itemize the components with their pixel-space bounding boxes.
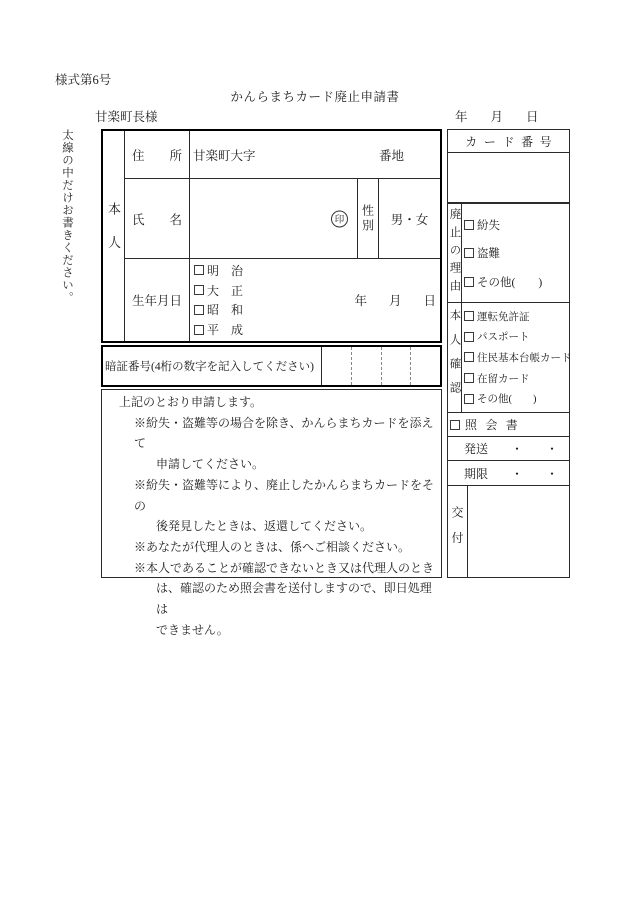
note-line: 申請してください。: [156, 457, 265, 472]
date-month-label: 月: [490, 110, 504, 124]
name-field: [190, 179, 357, 258]
reason-option-stolen: [464, 245, 569, 261]
issuance-box: [447, 485, 570, 578]
note-line: ※紛失・盗難等により、廃止したかんらまちカードをその: [134, 477, 435, 513]
applicant-group-label: 本人: [106, 202, 121, 270]
cancellation-reason-box: [447, 203, 570, 303]
birth-label-cell: [125, 259, 190, 341]
era-label: 大 正: [207, 283, 244, 298]
note-line: は、確認のため照会書を送付しますので、即日処理は: [156, 581, 432, 617]
birth-date-labels: [354, 291, 436, 309]
birth-month-label: 月: [388, 294, 402, 308]
identity-option-other: [464, 391, 572, 406]
side-instruction: 太線の中だけお書きください。: [61, 129, 73, 304]
reason-option-label: 紛失: [477, 219, 500, 232]
note-line: 後発見したときは、返還してください。: [156, 519, 373, 534]
reason-option-label: 盗難: [477, 248, 500, 260]
identity-option-label: その他( ): [477, 394, 537, 406]
card-number-label: カード番号: [448, 130, 569, 153]
name-label: 氏名: [132, 212, 182, 227]
address-field: [190, 131, 440, 178]
dispatch-row: [447, 436, 570, 461]
pin-digit-cell-3: [381, 347, 411, 385]
dispatch-label: 発送: [464, 442, 489, 456]
address-row: [125, 131, 440, 179]
identity-option-license: [464, 309, 572, 324]
era-label: 昭 和: [207, 303, 244, 318]
date-day-label: 日: [526, 110, 539, 124]
applicant-table: [101, 129, 442, 343]
address-prefix: 甘楽町大字: [193, 148, 256, 163]
checkbox-icon: [464, 352, 474, 362]
era-item-heisei: [194, 321, 243, 338]
birth-field: [190, 259, 440, 341]
seal-mark-icon: 印: [331, 210, 348, 227]
note-line: ※あなたが代理人のときは、係へご相談ください。: [134, 539, 411, 554]
deadline-row: [447, 460, 570, 486]
birth-label: 生年月日: [132, 294, 183, 308]
date-line: [455, 107, 539, 125]
date-separator-dot: ・: [511, 442, 524, 456]
pin-digit-cell-4: [410, 347, 440, 385]
notes-box: [101, 389, 442, 637]
identity-option-passport: [464, 329, 572, 344]
issuance-field: [468, 486, 569, 577]
checkbox-icon: [194, 305, 204, 315]
checkbox-icon: [464, 220, 474, 230]
reason-label-cell: [448, 204, 462, 302]
applicant-rows: [125, 131, 440, 341]
date-separator-dot: ・: [546, 466, 559, 481]
issuance-label-cell: [448, 486, 468, 577]
pin-digit-cell-1: [322, 347, 351, 385]
checkbox-icon: [464, 248, 474, 258]
identity-option-label: パスポート: [477, 332, 530, 344]
identity-option-juki-card: [464, 350, 572, 365]
note-line: できません。: [156, 622, 229, 637]
sex-label: 性別: [360, 203, 375, 234]
applicant-group-cell: [103, 131, 125, 341]
era-item-meiji: [194, 262, 243, 279]
note-line: ※本人であることが確認できないとき又は代理人のとき: [134, 560, 435, 575]
identity-option-label: 運転免許証: [477, 311, 530, 323]
identity-option-label: 在留カード: [477, 373, 530, 385]
identity-label-cell: [448, 303, 462, 412]
name-row: [125, 179, 440, 259]
identity-label: 本人確認: [448, 309, 461, 406]
addressee: 甘楽町長様: [95, 110, 158, 124]
birth-row: [125, 259, 440, 341]
pin-box: [101, 345, 442, 387]
sex-label-cell: [357, 179, 379, 258]
reason-option-lost: [464, 217, 569, 233]
identity-option-residence-card: [464, 371, 572, 386]
era-item-showa: [194, 301, 243, 318]
birth-day-label: 日: [423, 294, 436, 308]
checkbox-icon: [464, 311, 474, 321]
checkbox-icon: [194, 325, 204, 335]
reason-option-label: その他( ): [477, 276, 543, 289]
reason-options: [462, 204, 569, 302]
name-label-cell: [125, 179, 190, 258]
form-number: 様式第6号: [55, 73, 112, 87]
pin-digit-cells: [322, 347, 440, 385]
pin-digit-cell-2: [351, 347, 381, 385]
inquiry-letter-row: [447, 412, 570, 437]
checkbox-icon: [464, 332, 474, 342]
checkbox-icon: [194, 265, 204, 275]
card-number-box: [447, 129, 570, 203]
checkbox-icon: [450, 420, 460, 430]
deadline-label: 期限: [464, 466, 489, 481]
birth-year-label: 年: [354, 294, 367, 308]
era-checkbox-list: [194, 259, 243, 341]
era-label: 平 成: [207, 323, 244, 338]
date-year-label: 年: [455, 110, 468, 124]
issuance-label: 交付: [450, 506, 464, 557]
checkbox-icon: [194, 285, 204, 295]
date-separator-dot: ・: [546, 442, 559, 456]
era-item-taisho: [194, 282, 243, 299]
address-label-cell: [125, 131, 190, 178]
checkbox-icon: [464, 277, 474, 287]
era-label: 明 治: [207, 263, 244, 278]
identity-option-label: 住民基本台帳カード: [477, 352, 572, 364]
checkbox-icon: [464, 394, 474, 404]
reason-label: 廃止の理由: [448, 208, 461, 298]
identity-verification-box: [447, 302, 570, 413]
sex-options: 男・女: [390, 212, 429, 227]
checkbox-icon: [464, 373, 474, 383]
date-separator-dot: ・: [511, 466, 524, 481]
pin-label: 暗証番号(4桁の数字を記入してください): [103, 347, 322, 385]
address-label: 住所: [132, 148, 182, 163]
declaration-text: 上記のとおり申請します。: [119, 395, 263, 409]
inquiry-label: 照会書: [465, 418, 527, 432]
reason-option-other: [464, 274, 569, 290]
note-line: ※紛失・盗難等の場合を除き、かんらまちカードを添えて: [134, 415, 434, 451]
address-suffix: 番地: [378, 148, 404, 163]
page-title: かんらまちカード廃止申請書: [230, 90, 400, 104]
identity-options: [462, 303, 572, 412]
